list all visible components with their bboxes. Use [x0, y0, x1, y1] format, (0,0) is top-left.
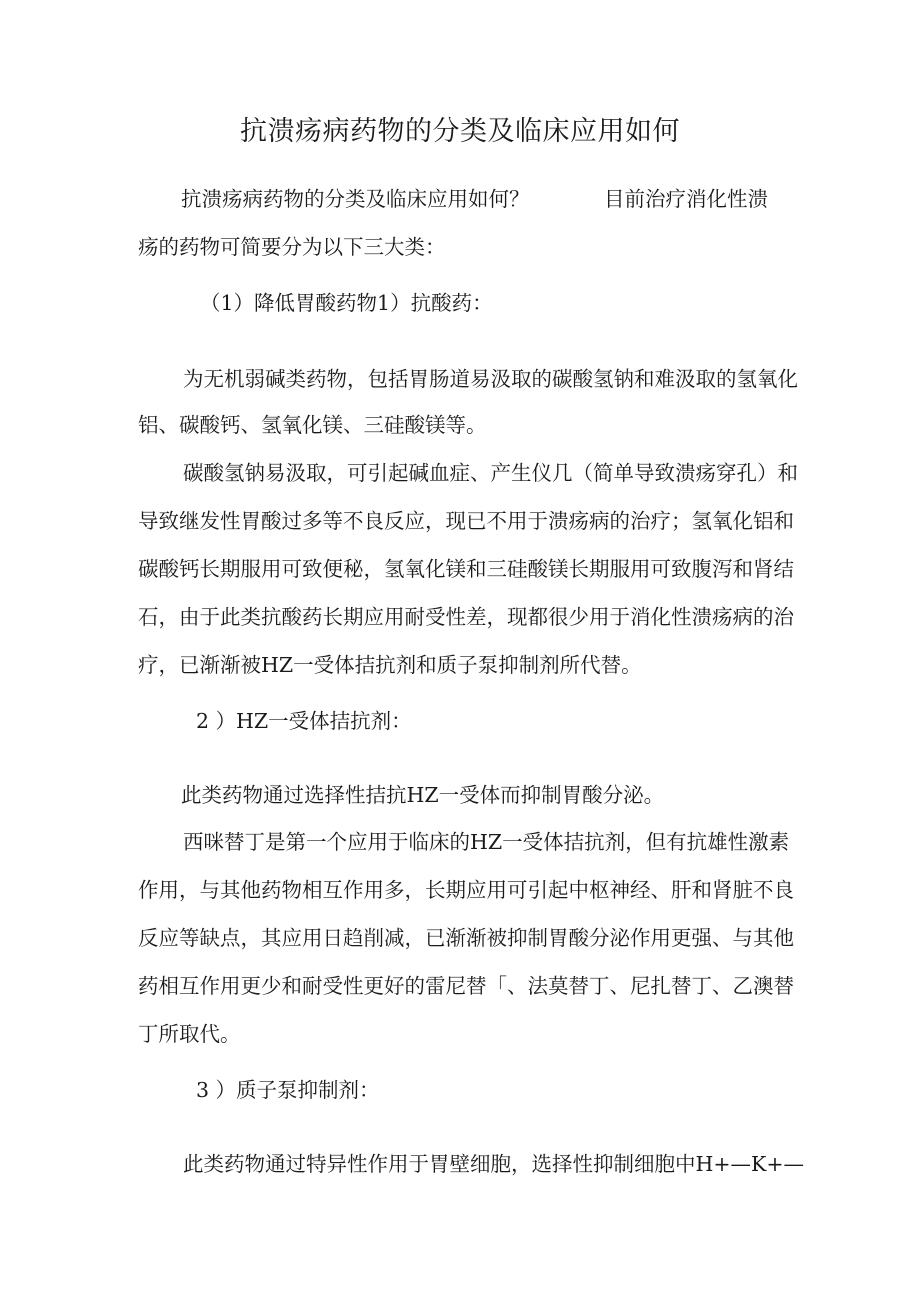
p4-line2: 作用，与其他药物相互作用多，长期应用可引起中枢神经、肝和肾脏不良 — [138, 878, 794, 902]
intro-question: 抗溃疡病药物的分类及临床应用如何？ — [181, 187, 530, 211]
section2-heading: 2 ）HZ一受体拮抗剂： — [196, 709, 412, 733]
p2-line4: 石，由于此类抗酸药长期应用耐受性差，现都很少用于消化性溃疡病的治 — [138, 605, 794, 629]
intro-rest-line1: 目前治疗消化性溃 — [604, 187, 768, 211]
p1-line2: 铝、碳酸钙、氢氧化镁、三硅酸镁等。 — [138, 413, 487, 437]
p3-line1: 此类药物通过选择性拮抗HZ一受体而抑制胃酸分泌。 — [181, 783, 665, 807]
p4-line4: 药相互作用更少和耐受性更好的雷尼替「、法莫替丁、尼扎替丁、乙澳替 — [138, 974, 794, 998]
p2-line3: 碳酸钙长期服用可致便秘，氢氧化镁和三硅酸镁长期服用可致腹泻和肾结 — [138, 557, 794, 581]
section1-heading: （1）降低胃酸药物1）抗酸药： — [200, 291, 493, 315]
p2-line2: 导致继发性胃酸过多等不良反应，现已不用于溃疡病的治疗；氢氧化铝和 — [138, 509, 794, 533]
section3-heading: 3 ）质子泵抑制剂： — [196, 1078, 380, 1102]
p2-line5: 疗，已渐渐被HZ一受体拮抗剂和质子泵抑制剂所代替。 — [138, 653, 642, 677]
p2-line1: 碳酸氢钠易汲取，可引起碱血症、产生仪几（简单导致溃疡穿孔）和 — [183, 461, 798, 485]
p4-line5: 丁所取代。 — [138, 1022, 241, 1046]
p5-line1: 此类药物通过特异性作用于胃壁细胞，选择性抑制细胞中H+—K+— — [183, 1152, 805, 1176]
p4-line1: 西咪替丁是第一个应用于临床的HZ一受体拮抗剂，但有抗雄性激素 — [183, 830, 790, 854]
document-title: 抗溃疡病药物的分类及临床应用如何 — [240, 116, 680, 147]
intro-rest-line2: 疡的药物可简要分为以下三大类： — [138, 235, 446, 259]
p1-line1: 为无机弱碱类药物，包括胃肠道易汲取的碳酸氢钠和难汲取的氢氧化 — [183, 367, 798, 391]
p4-line3: 反应等缺点，其应用日趋削减，已渐渐被抑制胃酸分泌作用更强、与其他 — [138, 926, 794, 950]
